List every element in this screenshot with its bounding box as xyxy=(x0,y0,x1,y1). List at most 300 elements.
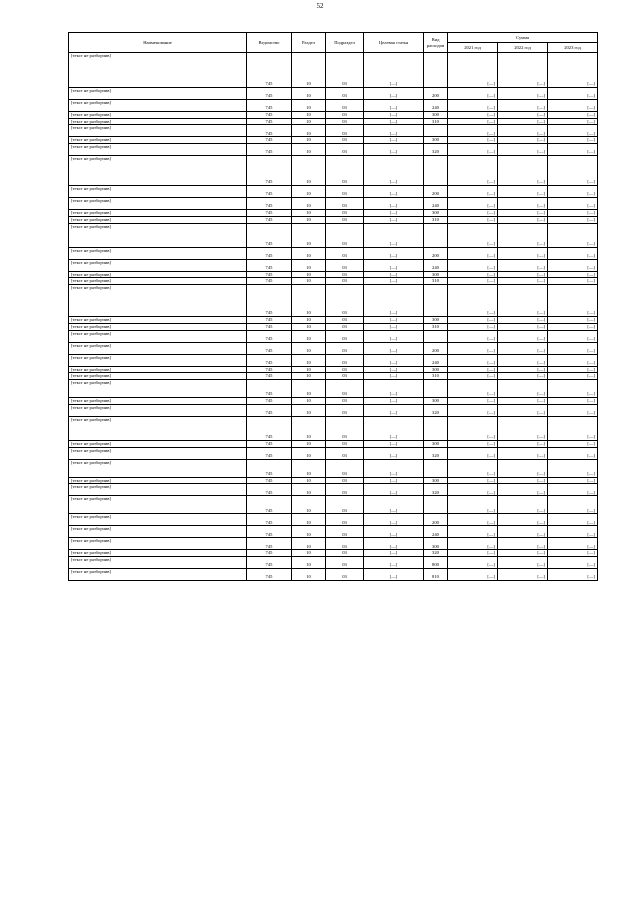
cell-section: 10 xyxy=(292,144,326,156)
cell-ministry: 745 xyxy=(247,416,292,440)
cell-ministry: 745 xyxy=(247,404,292,416)
cell-2022: [—] xyxy=(498,538,548,550)
cell-subsection: 03 xyxy=(326,247,364,259)
cell-name: [текст не разборчив] xyxy=(69,247,247,259)
cell-2022: [—] xyxy=(498,557,548,569)
table-row xyxy=(69,398,598,405)
cell-section: 10 xyxy=(292,484,326,496)
cell-2021: [—] xyxy=(448,271,498,278)
cell-2023: [—] xyxy=(548,538,598,550)
cell-expense-type: 300 xyxy=(424,398,448,405)
table-row xyxy=(69,557,598,569)
cell-expense-type: 300 xyxy=(424,477,448,484)
cell-2021: [—] xyxy=(448,416,498,440)
cell-2023: [—] xyxy=(548,366,598,373)
cell-expense-type: 300 xyxy=(424,112,448,119)
cell-target: [—] xyxy=(364,354,424,366)
cell-expense-type: 310 xyxy=(424,373,448,380)
cell-section: 10 xyxy=(292,88,326,100)
cell-target: [—] xyxy=(364,484,424,496)
cell-2021: [—] xyxy=(448,247,498,259)
cell-2022: [—] xyxy=(498,186,548,198)
cell-section: 10 xyxy=(292,125,326,137)
cell-2021: [—] xyxy=(448,550,498,557)
cell-2021: [—] xyxy=(448,538,498,550)
cell-section: 10 xyxy=(292,118,326,125)
cell-target: [—] xyxy=(364,538,424,550)
cell-2021: [—] xyxy=(448,514,498,526)
cell-2022: [—] xyxy=(498,342,548,354)
cell-subsection: 03 xyxy=(326,459,364,477)
cell-name: [текст не разборчив] xyxy=(69,398,247,405)
cell-2021: [—] xyxy=(448,496,498,514)
table-row xyxy=(69,223,598,247)
cell-2023: [—] xyxy=(548,144,598,156)
cell-2023: [—] xyxy=(548,271,598,278)
cell-subsection: 03 xyxy=(326,186,364,198)
cell-target: [—] xyxy=(364,477,424,484)
cell-name: [текст не разборчив] xyxy=(69,496,247,514)
cell-section: 10 xyxy=(292,323,326,330)
table-row xyxy=(69,88,598,100)
cell-name: [текст не разборчив] xyxy=(69,53,247,88)
cell-expense-type xyxy=(424,416,448,440)
cell-name: [текст не разборчив] xyxy=(69,210,247,217)
cell-ministry: 745 xyxy=(247,323,292,330)
cell-section: 10 xyxy=(292,373,326,380)
cell-subsection: 03 xyxy=(326,447,364,459)
table-row xyxy=(69,137,598,144)
header-subsection: Подраздел xyxy=(326,33,364,53)
cell-2023: [—] xyxy=(548,569,598,581)
cell-target: [—] xyxy=(364,137,424,144)
table-row xyxy=(69,100,598,112)
cell-2023: [—] xyxy=(548,514,598,526)
cell-target: [—] xyxy=(364,144,424,156)
cell-target: [—] xyxy=(364,380,424,398)
table-header xyxy=(69,33,598,53)
cell-ministry: 745 xyxy=(247,271,292,278)
cell-section: 10 xyxy=(292,112,326,119)
cell-name: [текст не разборчив] xyxy=(69,373,247,380)
cell-name: [текст не разборчив] xyxy=(69,366,247,373)
header-name: Наименование xyxy=(69,33,247,53)
cell-ministry: 745 xyxy=(247,477,292,484)
cell-2021: [—] xyxy=(448,477,498,484)
table-row xyxy=(69,354,598,366)
cell-target: [—] xyxy=(364,100,424,112)
cell-name: [текст не разборчив] xyxy=(69,459,247,477)
table-row xyxy=(69,538,598,550)
cell-expense-type xyxy=(424,156,448,186)
table-row xyxy=(69,278,598,285)
cell-2023: [—] xyxy=(548,210,598,217)
cell-subsection: 03 xyxy=(326,323,364,330)
cell-2023: [—] xyxy=(548,459,598,477)
cell-2021: [—] xyxy=(448,137,498,144)
cell-2022: [—] xyxy=(498,416,548,440)
cell-ministry: 745 xyxy=(247,247,292,259)
cell-2023: [—] xyxy=(548,404,598,416)
cell-target: [—] xyxy=(364,125,424,137)
table-row xyxy=(69,216,598,223)
cell-section: 10 xyxy=(292,216,326,223)
cell-subsection: 03 xyxy=(326,271,364,278)
cell-subsection: 03 xyxy=(326,373,364,380)
cell-name: [текст не разборчив] xyxy=(69,317,247,324)
cell-2022: [—] xyxy=(498,440,548,447)
cell-2023: [—] xyxy=(548,323,598,330)
cell-section: 10 xyxy=(292,330,326,342)
cell-section: 10 xyxy=(292,53,326,88)
cell-2023: [—] xyxy=(548,216,598,223)
cell-2022: [—] xyxy=(498,447,548,459)
cell-name: [текст не разборчив] xyxy=(69,216,247,223)
table-row xyxy=(69,317,598,324)
table-body xyxy=(69,53,598,581)
cell-section: 10 xyxy=(292,526,326,538)
cell-2023: [—] xyxy=(548,285,598,317)
cell-section: 10 xyxy=(292,271,326,278)
header-section: Раздел xyxy=(292,33,326,53)
cell-ministry: 745 xyxy=(247,100,292,112)
cell-ministry: 745 xyxy=(247,118,292,125)
cell-expense-type: 320 xyxy=(424,404,448,416)
cell-expense-type: 240 xyxy=(424,198,448,210)
cell-expense-type: 320 xyxy=(424,484,448,496)
cell-target: [—] xyxy=(364,278,424,285)
cell-name: [текст не разборчив] xyxy=(69,354,247,366)
cell-name: [текст не разборчив] xyxy=(69,550,247,557)
cell-target: [—] xyxy=(364,259,424,271)
cell-2023: [—] xyxy=(548,100,598,112)
cell-ministry: 745 xyxy=(247,137,292,144)
cell-subsection: 03 xyxy=(326,100,364,112)
cell-ministry: 745 xyxy=(247,210,292,217)
table-row xyxy=(69,440,598,447)
cell-2021: [—] xyxy=(448,156,498,186)
cell-expense-type: 320 xyxy=(424,447,448,459)
cell-target: [—] xyxy=(364,459,424,477)
cell-ministry: 745 xyxy=(247,330,292,342)
cell-subsection: 03 xyxy=(326,538,364,550)
table-row xyxy=(69,247,598,259)
cell-expense-type: 300 xyxy=(424,440,448,447)
cell-2023: [—] xyxy=(548,125,598,137)
cell-expense-type: 310 xyxy=(424,323,448,330)
cell-target: [—] xyxy=(364,285,424,317)
cell-2021: [—] xyxy=(448,223,498,247)
cell-subsection: 03 xyxy=(326,366,364,373)
cell-name: [текст не разборчив] xyxy=(69,484,247,496)
cell-section: 10 xyxy=(292,398,326,405)
cell-expense-type: 300 xyxy=(424,271,448,278)
cell-2022: [—] xyxy=(498,477,548,484)
cell-ministry: 745 xyxy=(247,496,292,514)
cell-target: [—] xyxy=(364,186,424,198)
cell-name: [текст не разборчив] xyxy=(69,538,247,550)
cell-2023: [—] xyxy=(548,380,598,398)
table-row xyxy=(69,53,598,88)
cell-2021: [—] xyxy=(448,278,498,285)
cell-section: 10 xyxy=(292,569,326,581)
cell-expense-type: 320 xyxy=(424,550,448,557)
cell-2021: [—] xyxy=(448,526,498,538)
cell-2023: [—] xyxy=(548,330,598,342)
cell-ministry: 745 xyxy=(247,223,292,247)
cell-2023: [—] xyxy=(548,317,598,324)
cell-expense-type: 300 xyxy=(424,317,448,324)
cell-2022: [—] xyxy=(498,514,548,526)
cell-2023: [—] xyxy=(548,118,598,125)
cell-2022: [—] xyxy=(498,373,548,380)
cell-section: 10 xyxy=(292,278,326,285)
cell-ministry: 745 xyxy=(247,112,292,119)
cell-2021: [—] xyxy=(448,459,498,477)
cell-subsection: 03 xyxy=(326,88,364,100)
cell-2022: [—] xyxy=(498,125,548,137)
cell-section: 10 xyxy=(292,538,326,550)
cell-subsection: 03 xyxy=(326,285,364,317)
cell-expense-type: 320 xyxy=(424,144,448,156)
cell-name: [текст не разборчив] xyxy=(69,323,247,330)
cell-name: [текст не разборчив] xyxy=(69,100,247,112)
cell-target: [—] xyxy=(364,216,424,223)
cell-section: 10 xyxy=(292,317,326,324)
cell-2021: [—] xyxy=(448,118,498,125)
header-year-2023: 2023 год xyxy=(548,43,598,53)
cell-section: 10 xyxy=(292,247,326,259)
table-row xyxy=(69,342,598,354)
cell-name: [текст не разборчив] xyxy=(69,259,247,271)
cell-name: [текст не разборчив] xyxy=(69,342,247,354)
cell-target: [—] xyxy=(364,323,424,330)
cell-2023: [—] xyxy=(548,373,598,380)
cell-2023: [—] xyxy=(548,398,598,405)
cell-ministry: 745 xyxy=(247,569,292,581)
cell-expense-type xyxy=(424,330,448,342)
header-sum: Сумма xyxy=(448,33,598,43)
cell-subsection: 03 xyxy=(326,416,364,440)
table-row xyxy=(69,144,598,156)
cell-subsection: 03 xyxy=(326,330,364,342)
cell-expense-type: 240 xyxy=(424,354,448,366)
cell-section: 10 xyxy=(292,459,326,477)
cell-target: [—] xyxy=(364,373,424,380)
cell-2022: [—] xyxy=(498,247,548,259)
cell-2021: [—] xyxy=(448,88,498,100)
table-row xyxy=(69,514,598,526)
table-row xyxy=(69,125,598,137)
cell-ministry: 745 xyxy=(247,88,292,100)
cell-name: [текст не разборчив] xyxy=(69,569,247,581)
table-row xyxy=(69,259,598,271)
table-row xyxy=(69,380,598,398)
cell-2021: [—] xyxy=(448,380,498,398)
cell-name: [текст не разборчив] xyxy=(69,125,247,137)
cell-2021: [—] xyxy=(448,100,498,112)
cell-subsection: 03 xyxy=(326,223,364,247)
cell-2022: [—] xyxy=(498,569,548,581)
cell-expense-type: 310 xyxy=(424,118,448,125)
cell-ministry: 745 xyxy=(247,144,292,156)
cell-subsection: 03 xyxy=(326,550,364,557)
cell-2022: [—] xyxy=(498,118,548,125)
cell-expense-type: 300 xyxy=(424,366,448,373)
cell-2021: [—] xyxy=(448,53,498,88)
cell-target: [—] xyxy=(364,496,424,514)
cell-section: 10 xyxy=(292,557,326,569)
cell-2022: [—] xyxy=(498,330,548,342)
cell-section: 10 xyxy=(292,477,326,484)
cell-expense-type: 300 xyxy=(424,137,448,144)
cell-2021: [—] xyxy=(448,440,498,447)
cell-subsection: 03 xyxy=(326,53,364,88)
cell-target: [—] xyxy=(364,112,424,119)
cell-ministry: 745 xyxy=(247,198,292,210)
cell-2023: [—] xyxy=(548,137,598,144)
cell-2021: [—] xyxy=(448,198,498,210)
cell-target: [—] xyxy=(364,271,424,278)
cell-2022: [—] xyxy=(498,137,548,144)
cell-ministry: 745 xyxy=(247,373,292,380)
cell-name: [текст не разборчив] xyxy=(69,380,247,398)
cell-2021: [—] xyxy=(448,557,498,569)
cell-2022: [—] xyxy=(498,366,548,373)
cell-2023: [—] xyxy=(548,484,598,496)
cell-target: [—] xyxy=(364,557,424,569)
budget-table xyxy=(68,32,598,581)
cell-2021: [—] xyxy=(448,366,498,373)
cell-subsection: 03 xyxy=(326,118,364,125)
cell-name: [текст не разборчив] xyxy=(69,278,247,285)
cell-name: [текст не разборчив] xyxy=(69,112,247,119)
cell-expense-type: 310 xyxy=(424,216,448,223)
cell-2022: [—] xyxy=(498,144,548,156)
cell-target: [—] xyxy=(364,210,424,217)
cell-name: [текст не разборчив] xyxy=(69,557,247,569)
cell-target: [—] xyxy=(364,88,424,100)
cell-2021: [—] xyxy=(448,144,498,156)
cell-2023: [—] xyxy=(548,112,598,119)
cell-2023: [—] xyxy=(548,259,598,271)
cell-2022: [—] xyxy=(498,112,548,119)
cell-2022: [—] xyxy=(498,323,548,330)
cell-2021: [—] xyxy=(448,112,498,119)
cell-2023: [—] xyxy=(548,278,598,285)
cell-name: [текст не разборчив] xyxy=(69,404,247,416)
cell-target: [—] xyxy=(364,247,424,259)
cell-section: 10 xyxy=(292,137,326,144)
cell-expense-type xyxy=(424,125,448,137)
cell-2023: [—] xyxy=(548,53,598,88)
cell-2021: [—] xyxy=(448,342,498,354)
cell-target: [—] xyxy=(364,447,424,459)
cell-2023: [—] xyxy=(548,416,598,440)
cell-ministry: 745 xyxy=(247,526,292,538)
header-year-2022: 2022 год xyxy=(498,43,548,53)
cell-target: [—] xyxy=(364,156,424,186)
cell-expense-type: 200 xyxy=(424,247,448,259)
cell-2022: [—] xyxy=(498,459,548,477)
table-row xyxy=(69,416,598,440)
cell-2022: [—] xyxy=(498,285,548,317)
table-row xyxy=(69,447,598,459)
cell-ministry: 745 xyxy=(247,156,292,186)
cell-name: [текст не разборчив] xyxy=(69,285,247,317)
cell-ministry: 745 xyxy=(247,398,292,405)
cell-target: [—] xyxy=(364,526,424,538)
cell-ministry: 745 xyxy=(247,317,292,324)
cell-subsection: 03 xyxy=(326,216,364,223)
table-row xyxy=(69,373,598,380)
cell-section: 10 xyxy=(292,416,326,440)
cell-name: [текст не разборчив] xyxy=(69,440,247,447)
cell-section: 10 xyxy=(292,354,326,366)
cell-2023: [—] xyxy=(548,354,598,366)
cell-subsection: 03 xyxy=(326,398,364,405)
cell-section: 10 xyxy=(292,404,326,416)
cell-ministry: 745 xyxy=(247,53,292,88)
cell-section: 10 xyxy=(292,366,326,373)
cell-target: [—] xyxy=(364,223,424,247)
cell-expense-type xyxy=(424,459,448,477)
cell-ministry: 745 xyxy=(247,278,292,285)
cell-2023: [—] xyxy=(548,447,598,459)
cell-expense-type: 200 xyxy=(424,342,448,354)
cell-subsection: 03 xyxy=(326,354,364,366)
cell-section: 10 xyxy=(292,550,326,557)
cell-subsection: 03 xyxy=(326,404,364,416)
cell-2023: [—] xyxy=(548,526,598,538)
cell-subsection: 03 xyxy=(326,156,364,186)
table-row xyxy=(69,484,598,496)
cell-2023: [—] xyxy=(548,198,598,210)
cell-ministry: 745 xyxy=(247,342,292,354)
cell-2021: [—] xyxy=(448,484,498,496)
cell-target: [—] xyxy=(364,330,424,342)
cell-expense-type xyxy=(424,285,448,317)
cell-2023: [—] xyxy=(548,477,598,484)
cell-2022: [—] xyxy=(498,216,548,223)
cell-expense-type: 240 xyxy=(424,259,448,271)
cell-target: [—] xyxy=(364,550,424,557)
cell-2022: [—] xyxy=(498,278,548,285)
cell-subsection: 03 xyxy=(326,112,364,119)
cell-2021: [—] xyxy=(448,373,498,380)
cell-section: 10 xyxy=(292,342,326,354)
cell-expense-type xyxy=(424,53,448,88)
cell-section: 10 xyxy=(292,447,326,459)
cell-ministry: 745 xyxy=(247,259,292,271)
cell-target: [—] xyxy=(364,440,424,447)
cell-ministry: 745 xyxy=(247,285,292,317)
table-row xyxy=(69,569,598,581)
cell-target: [—] xyxy=(364,416,424,440)
cell-subsection: 03 xyxy=(326,557,364,569)
cell-name: [текст не разборчив] xyxy=(69,330,247,342)
cell-name: [текст не разборчив] xyxy=(69,514,247,526)
cell-2022: [—] xyxy=(498,100,548,112)
cell-2022: [—] xyxy=(498,156,548,186)
cell-subsection: 03 xyxy=(326,477,364,484)
cell-2023: [—] xyxy=(548,186,598,198)
cell-expense-type: 200 xyxy=(424,186,448,198)
cell-target: [—] xyxy=(364,514,424,526)
cell-expense-type: 300 xyxy=(424,210,448,217)
cell-subsection: 03 xyxy=(326,514,364,526)
cell-section: 10 xyxy=(292,186,326,198)
